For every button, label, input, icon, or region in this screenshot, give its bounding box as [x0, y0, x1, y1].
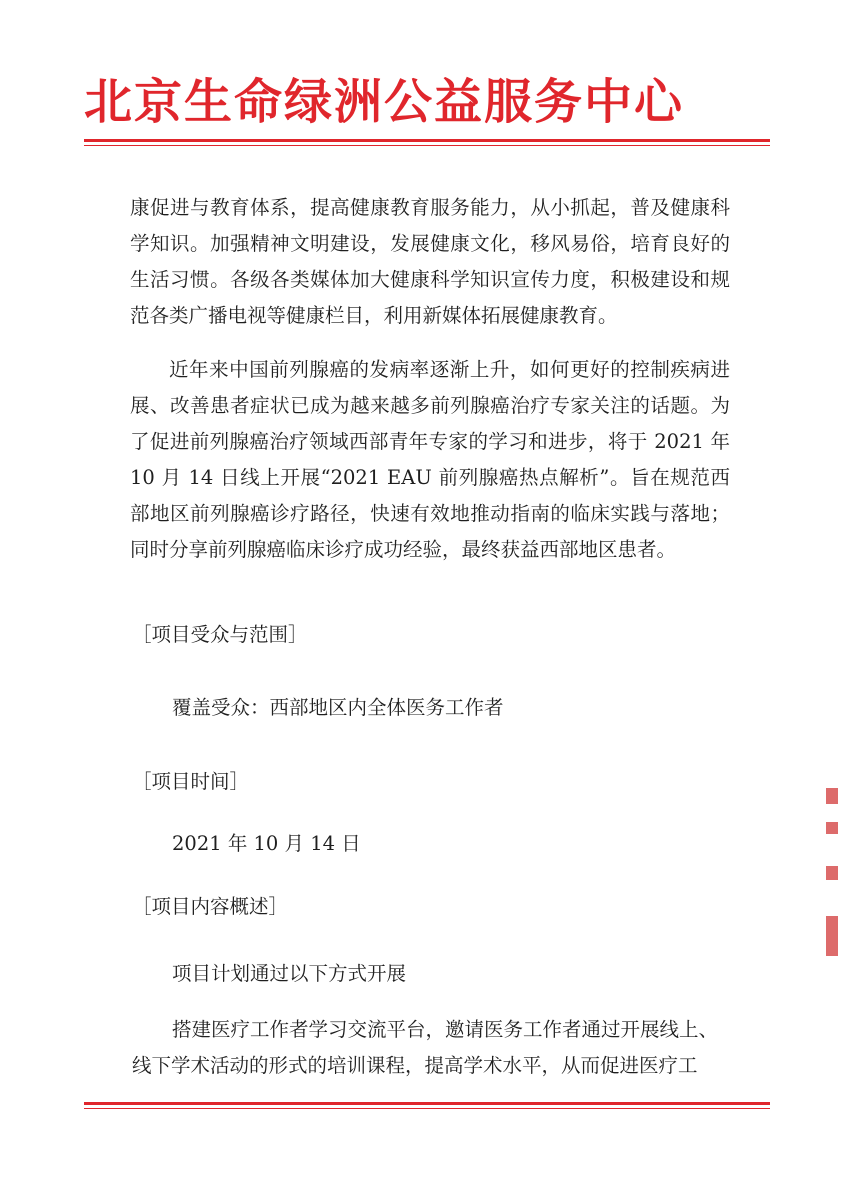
organization-letterhead-title: 北京生命绿洲公益服务中心	[84, 74, 685, 130]
project-date: 2021 年 10 月 14 日	[172, 832, 361, 855]
seal-edge-mark	[826, 822, 838, 834]
paragraph-health-education: 康促进与教育体系，提高健康教育服务能力，从小抓起，普及健康科学知识。加强精神文明建设，发展健康文化，移风易俗，培育良好的生活习惯。各级各类媒体加大健康科学知识宣传力度，积极建设和规范各类广播电视等健康栏目，利用新媒体拓展健康教育。	[130, 196, 730, 327]
footer-rule-thin	[84, 1108, 770, 1109]
header-rule-thick	[84, 139, 770, 142]
paragraph-prostate-cancer: 近年来中国前列腺癌的发病率逐渐上升，如何更好的控制疾病进展、改善患者症状已成为越来越多前列腺癌治疗专家关注的话题。为了促进前列腺癌治疗领域西部青年专家的学习和进步，将于 2021 年 10 月 14 日线上开展“2021 EAU 前列腺癌热点解析”。旨在规范西部地区前列腺癌诊疗路径，快速有效地推动指南的临床实践与落地；同时分享前列腺癌临床诊疗成功经验，最终获益西部地区患者。	[130, 358, 730, 561]
footer-rule-thick	[84, 1102, 770, 1105]
seal-edge-mark	[826, 916, 838, 956]
seal-edge-mark	[826, 866, 838, 880]
header-rule-thin	[84, 145, 770, 146]
overview-intro: 项目计划通过以下方式开展	[172, 962, 407, 985]
section-heading-overview: ［项目内容概述］	[132, 895, 289, 918]
audience-text: 覆盖受众：西部地区内全体医务工作者	[172, 696, 504, 719]
seal-edge-mark	[826, 788, 838, 804]
document-body	[130, 190, 730, 568]
section-heading-time: ［项目时间］	[132, 770, 250, 793]
overview-paragraph-line-2: 线下学术活动的形式的培训课程，提高学术水平，从而促进医疗工	[132, 1054, 698, 1077]
overview-paragraph-line-1: 搭建医疗工作者学习交流平台，邀请医务工作者通过开展线上、	[172, 1018, 719, 1041]
section-heading-audience: ［项目受众与范围］	[132, 623, 308, 646]
